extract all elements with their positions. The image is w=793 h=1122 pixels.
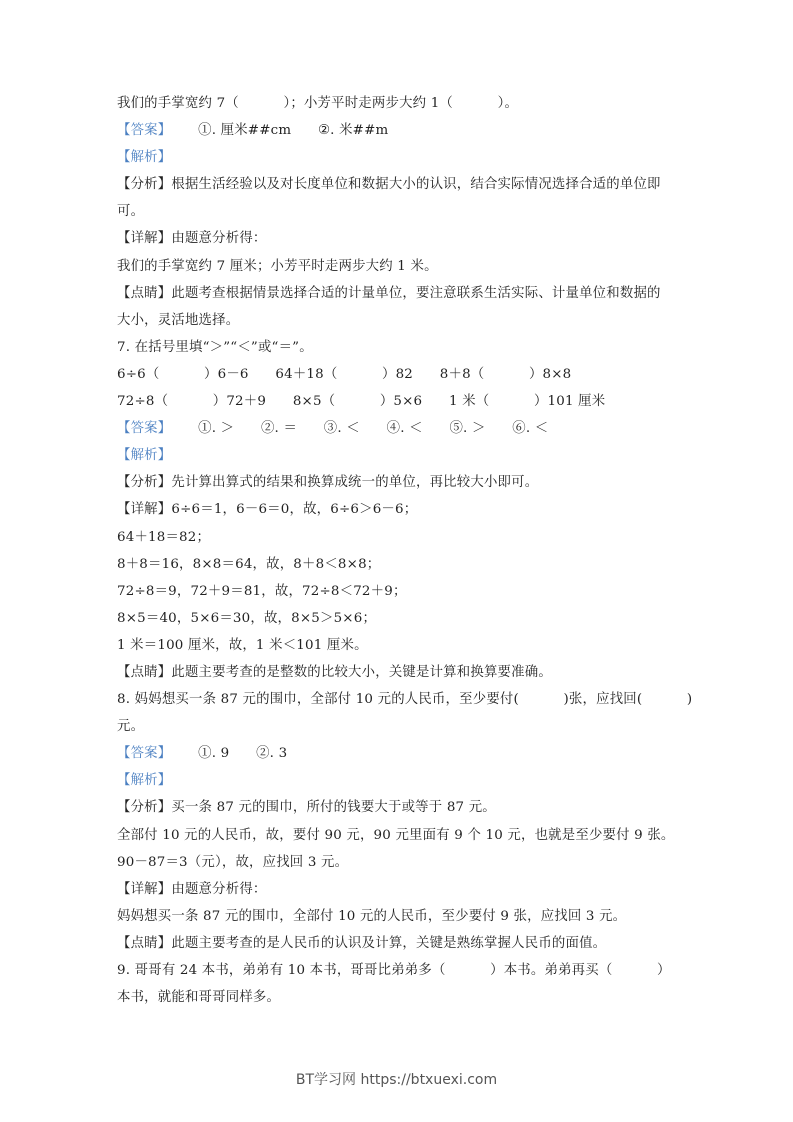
line-text: 由题意分析得： — [171, 881, 267, 897]
line-text: 大小，灵活地选择。 — [117, 312, 240, 328]
line-text: ①. 厘米##cm ②. 米##m — [171, 123, 389, 139]
text-line — [117, 578, 687, 605]
line-text: 72÷8（ ）72＋9 8×5（ ）5×6 1 米（ ）101 厘米 — [117, 394, 606, 410]
text-line — [117, 767, 687, 794]
section-label: 【详解】 — [117, 231, 172, 247]
text-line — [117, 469, 687, 496]
text-line — [117, 307, 687, 334]
text-line — [117, 280, 687, 307]
line-text: 8. 妈妈想买一条 87 元的围巾，全部付 10 元的人民币，至少要付( )张，应找回( ) — [117, 692, 693, 708]
text-line — [117, 442, 687, 469]
line-text: 全部付 10 元的人民币，故，要付 90 元，90 元里面有 9 个 10 元，也就是至少要付 9 张。 — [117, 827, 675, 843]
text-line — [117, 686, 693, 713]
text-line — [117, 253, 687, 280]
line-text: 6÷6＝1，6－6＝0，故，6÷6＞6－6； — [171, 502, 418, 518]
section-label: 【解析】 — [117, 773, 172, 789]
line-text: 可。 — [117, 204, 145, 220]
line-text: 9. 哥哥有 24 本书，弟弟有 10 本书，哥哥比弟弟多（ ）本书。弟弟再买（ ） — [117, 963, 671, 978]
line-text: 由题意分析得： — [171, 231, 267, 247]
text-line — [117, 415, 687, 442]
line-text: 此题主要考查的是整数的比较大小，关键是计算和换算要准确。 — [171, 664, 552, 680]
line-text: 此题考查根据情景选择合适的计量单位，要注意联系生活实际、计量单位和数据的 — [171, 285, 661, 301]
text-line — [117, 551, 687, 578]
footer-watermark: BT学习网 https://btxuexi.com — [295, 1072, 498, 1088]
section-label: 【分析】 — [117, 177, 172, 193]
text-line — [117, 632, 687, 659]
line-text: ①. 9 ②. 3 — [171, 746, 288, 762]
line-text: 72÷8＝9，72＋9＝81，故，72÷8＜72＋9； — [117, 583, 407, 599]
text-line — [117, 524, 687, 551]
line-text: 妈妈想买一条 87 元的围巾，全部付 10 元的人民币，至少要付 9 张，应找回 3 元。 — [117, 908, 627, 924]
text-line — [117, 903, 687, 930]
text-line — [117, 171, 687, 198]
section-label: 【分析】 — [117, 475, 172, 491]
text-line — [117, 605, 687, 632]
section-label: 【答案】 — [117, 123, 172, 139]
text-line — [117, 198, 687, 225]
text-line — [117, 117, 687, 144]
section-label: 【答案】 — [117, 421, 172, 437]
line-text: 90－87＝3（元），故，应找回 3 元。 — [117, 854, 349, 870]
line-text: 8＋8＝16，8×8＝64，故，8＋8＜8×8； — [117, 556, 381, 572]
text-line — [117, 361, 687, 388]
section-label: 【点睛】 — [117, 935, 172, 951]
line-text: 本书，就能和哥哥同样多。 — [117, 990, 281, 1006]
line-text: 此题主要考查的是人民币的认识及计算，关键是熟练掌握人民币的面值。 — [171, 935, 607, 951]
line-text: 64＋18＝82； — [117, 529, 211, 545]
text-line — [117, 90, 687, 117]
text-line — [117, 849, 687, 876]
line-text: 先计算出算式的结果和换算成统一的单位，再比较大小即可。 — [171, 475, 539, 491]
text-line — [117, 388, 687, 415]
text-line — [117, 713, 687, 740]
text-line — [117, 659, 687, 686]
line-text: 7. 在括号里填“＞”“＜”或“＝”。 — [117, 339, 313, 355]
text-line — [117, 334, 687, 361]
section-label: 【答案】 — [117, 746, 172, 762]
line-text: 8×5＝40，5×6＝30，故，8×5＞5×6； — [117, 610, 377, 626]
text-line — [117, 930, 687, 957]
section-label: 【解析】 — [117, 150, 172, 166]
text-line — [117, 957, 687, 984]
text-line — [117, 794, 687, 821]
text-line — [117, 496, 687, 523]
line-text: 我们的手掌宽约 7 厘米；小芳平时走两步大约 1 米。 — [117, 258, 438, 274]
text-line — [117, 984, 687, 1011]
section-label: 【解析】 — [117, 448, 172, 464]
section-label: 【详解】 — [117, 881, 172, 897]
line-text: 买一条 87 元的围巾，所付的钱要大于或等于 87 元。 — [171, 800, 496, 816]
line-text: ①. ＞ ②. ＝ ③. ＜ ④. ＜ ⑤. ＞ ⑥. ＜ — [171, 421, 549, 437]
section-label: 【点睛】 — [117, 664, 172, 680]
line-text: 1 米＝100 厘米，故，1 米＜101 厘米。 — [117, 637, 368, 653]
text-line — [117, 822, 687, 849]
section-label: 【分析】 — [117, 800, 172, 816]
document-body — [117, 90, 693, 1011]
section-label: 【点睛】 — [117, 285, 172, 301]
text-line — [117, 740, 687, 767]
line-text: 元。 — [117, 719, 145, 735]
section-label: 【详解】 — [117, 502, 172, 518]
text-line — [117, 225, 687, 252]
line-text: 6÷6（ ）6－6 64＋18（ ）82 8＋8（ ）8×8 — [117, 366, 572, 382]
text-line — [117, 144, 687, 171]
line-text: 根据生活经验以及对长度单位和数据大小的认识，结合实际情况选择合适的单位即 — [171, 177, 661, 193]
line-text: 我们的手掌宽约 7（ ）；小芳平时走两步大约 1（ ）。 — [117, 96, 519, 111]
text-line — [117, 876, 687, 903]
